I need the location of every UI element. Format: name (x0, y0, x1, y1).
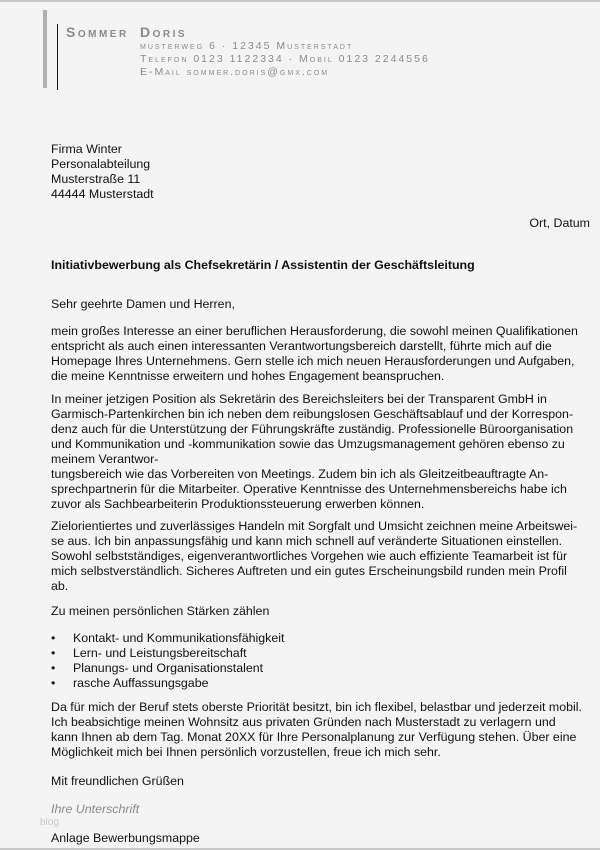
list-item (51, 676, 591, 691)
salutation: Sehr geehrte Damen und Herren, (51, 297, 235, 311)
header-accent-bar (43, 10, 47, 88)
subject: Initiativbewerbung als Chefsekretärin / Assistentin der Geschäftsleitung (51, 258, 475, 272)
signature: Ihre Unterschrift (51, 802, 140, 816)
recipient-line: Personalabteilung (51, 157, 151, 171)
recipient-address (51, 142, 591, 202)
sender-surname: Sommer (66, 24, 129, 40)
letter-body (40, 142, 591, 846)
list-item-text: Lern- und Leistungsbereitschaft (73, 646, 247, 660)
watermark: blog (40, 817, 59, 828)
paragraph-1: mein großes Interesse an einer beruflichen Herausforderung, die sowohl meinen Qualifikationen entspricht als auch einen interessanten Verantwortungsbereich darstellt, führte mich auf die Homepage Ihres Unternehmens. Gern stelle ich mich neuen Herausforderungen und Aufgaben, die meine Kenntnisse erweitern und hohes Engagement beanspruchen. (51, 324, 578, 383)
bullet-icon: • (51, 646, 56, 660)
list-item-text: Planungs- und Organisationstalent (73, 661, 264, 675)
bullet-icon: • (51, 661, 56, 675)
sender-email: E-Mail sommer.doris@gmx.com (140, 66, 330, 78)
place-date: Ort, Datum (529, 216, 590, 230)
list-item-text: Kontakt- und Kommunikationsfähigkeit (73, 631, 285, 645)
page-top-border (0, 0, 600, 2)
list-item (51, 631, 591, 646)
bullet-icon: • (51, 676, 56, 690)
sender-phone: Telefon 0123 1122334 · Mobil 0123 2244556 (140, 53, 430, 65)
paragraph-4: Da für mich der Beruf stets oberste Priorität besitzt, bin ich flexibel, belastbar und jederzeit mobil. Ich beabsichtige meinen Wohnsitz aus privaten Gründen nach Musterstadt zu verlagern und kann Ihnen ab dem Tag. Monat 20XX für Ihre Personalplanung zur Verfügung stehen. Über eine Möglichkeit mich bei Ihnen persönlich vorzustellen, freue ich mich sehr. (51, 700, 582, 759)
sender-address: musterweg 6 · 12345 Musterstadt (140, 40, 354, 52)
list-item-text: rasche Auffassungsgabe (73, 676, 209, 690)
list-item (51, 646, 591, 661)
paragraph-2: In meiner jetzigen Position als Sekretärin des Bereichsleiters bei der Transparent GmbH in Garmisch-Partenkirchen bin ich neben dem reibungslosen Geschäftsablauf und der Korrespon- denz auch für die Unterstützung der Führungskräfte zuständig. Professionelle Büroorganisation und Kommunikation und -kommunikation sowie das Umzugsmanagement gehören ebenso zu meinem Verantwor- tungsbereich wie das Vorbereiten von Meetings. Zudem bin ich als Gleitzeitbeauftragte An- sprechpartnerin für die Mitarbeiter. Operative Kenntnisse des Unternehmensbereichs habe ich zuvor als Sachbearbeiterin Produktionssteuerung erwerben können. (51, 392, 574, 511)
sender-firstname: Doris (140, 24, 188, 40)
recipient-line: 44444 Musterstadt (51, 187, 154, 201)
recipient-line: Firma Winter (51, 142, 122, 156)
attachment-note: Anlage Bewerbungsmappe (51, 831, 200, 845)
recipient-line: Musterstraße 11 (51, 172, 141, 186)
strengths-list (51, 631, 591, 691)
header-divider (57, 24, 58, 90)
bullet-icon: • (51, 631, 56, 645)
paragraph-3: Zielorientiertes und zuverlässiges Handeln mit Sorgfalt und Umsicht zeichnen meine Arbeitswei- se aus. Ich bin anpassungsfähig und kann mich schnell auf veränderte Situationen einstellen. Sowohl selbstständiges, eigenverantwortliches Vorgehen wie auch effiziente Teamarbeit ist für mich selbstverständlich. Sicheres Auftreten und ein gutes Erscheinungsbild runden mein Profil ab. (51, 519, 578, 593)
strengths-intro: Zu meinen persönlichen Stärken zählen (51, 604, 270, 618)
list-item (51, 661, 591, 676)
closing: Mit freundlichen Grüßen (51, 774, 184, 788)
